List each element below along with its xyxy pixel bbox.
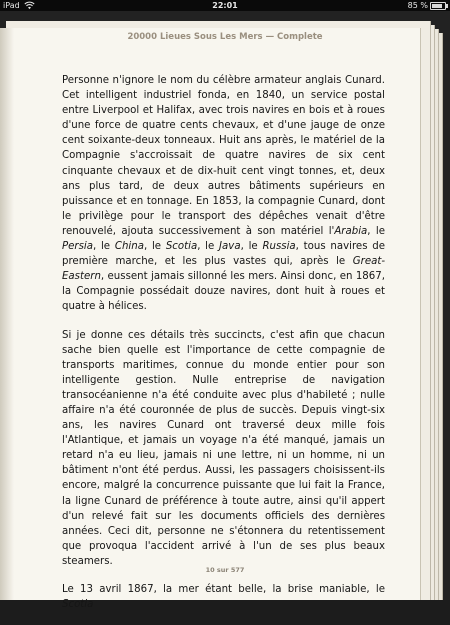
text-run: Le 13 avril 1867, la mer étant belle, la brise maniable, le bbox=[62, 584, 385, 595]
battery-icon bbox=[430, 2, 446, 10]
page-number: 10 sur 577 bbox=[205, 566, 245, 574]
ship-name: China bbox=[114, 241, 144, 253]
clock: 22:01 bbox=[212, 1, 238, 10]
paragraph bbox=[62, 328, 385, 570]
ship-name: Arabia bbox=[334, 225, 368, 237]
battery-percent: 85 % bbox=[407, 1, 428, 10]
text-run: , le bbox=[92, 241, 115, 253]
book-title: 20000 Lieues Sous Les Mers — Complete bbox=[127, 32, 323, 42]
ship-name: Persia bbox=[62, 241, 93, 253]
ship-name: Great-Eastern bbox=[62, 256, 385, 283]
page-binding bbox=[0, 28, 14, 600]
ship-name: Russia bbox=[262, 241, 296, 253]
text-run: , tous navires de première marche, et les plus vastes qui, après le bbox=[62, 241, 385, 268]
paragraph bbox=[62, 73, 385, 315]
text-run: , le bbox=[197, 241, 220, 253]
text-run: , le bbox=[240, 241, 263, 253]
device-name: iPad bbox=[3, 1, 20, 10]
text-run: , eussent jamais sillonné les mers. Ainsi donc, en 1867, la Compagnie possédait douze navires, dont huit à roues et quatre à hélices. bbox=[62, 271, 385, 313]
text-run: , le bbox=[143, 241, 166, 253]
ship-name: Scotia bbox=[62, 599, 94, 611]
text-run: , le bbox=[367, 225, 385, 237]
status-bar bbox=[0, 0, 450, 11]
ship-name: Java bbox=[219, 241, 241, 253]
page-text bbox=[62, 73, 385, 625]
text-run: Si je donne ces détails très succincts, c'est afin que chacun sache bien quelle est l'importance de cette compagnie de transports maritimes, connue du monde entier pour son intelligente gestion. Nulle entreprise de navigation transocéanienne n'a été conduite avec plus d'habileté ; nulle affaire n'a été couronnée de plus de succès. Depuis vingt-six ans, les navires Cunard ont traversé deux mille fois l'Atlantique, et jamais un voyage n'a été manqué, jamais un retard n'a eu lieu, jamais ni une lettre, ni un homme, ni un bâtiment n'ont été perdus. Aussi, les passagers choisissent-ils encore, malgré la concurrence puissante que lui fait la France, la ligne Cunard de préférence à toute autre, ainsi qu'il appert d'un relevé fait sur les documents officiels des dernières années. Ceci dit, personne ne s'étonnera du retentissement que provoqua l'accident arrivé à l'un de ses plus beaux steamers. bbox=[62, 329, 385, 567]
text-run: Personne n'ignore le nom du célèbre armateur anglais Cunard. Cet intelligent industriel fonda, en 1840, un service postal entre Liverpool et Halifax, avec trois navires en bois et à roues d'une force de quatre cents chevaux, et d'une jauge de onze cent soixante-deux tonneaux. Huit ans après, le matériel de la Compagnie s'accroissait de quatre navires de six cent cinquante chevaux et de dix-huit cent vingt tonnes, et, deux ans plus tard, de deux autres bâtiments supérieurs en puissance et en tonnage. En 1853, la compagnie Cunard, dont le privilège pour le transport des dépêches venait d'être renouvelé, ajouta successivement à son matériel l' bbox=[62, 75, 385, 237]
ship-name: Scotia bbox=[165, 241, 198, 253]
paragraph bbox=[62, 582, 385, 612]
